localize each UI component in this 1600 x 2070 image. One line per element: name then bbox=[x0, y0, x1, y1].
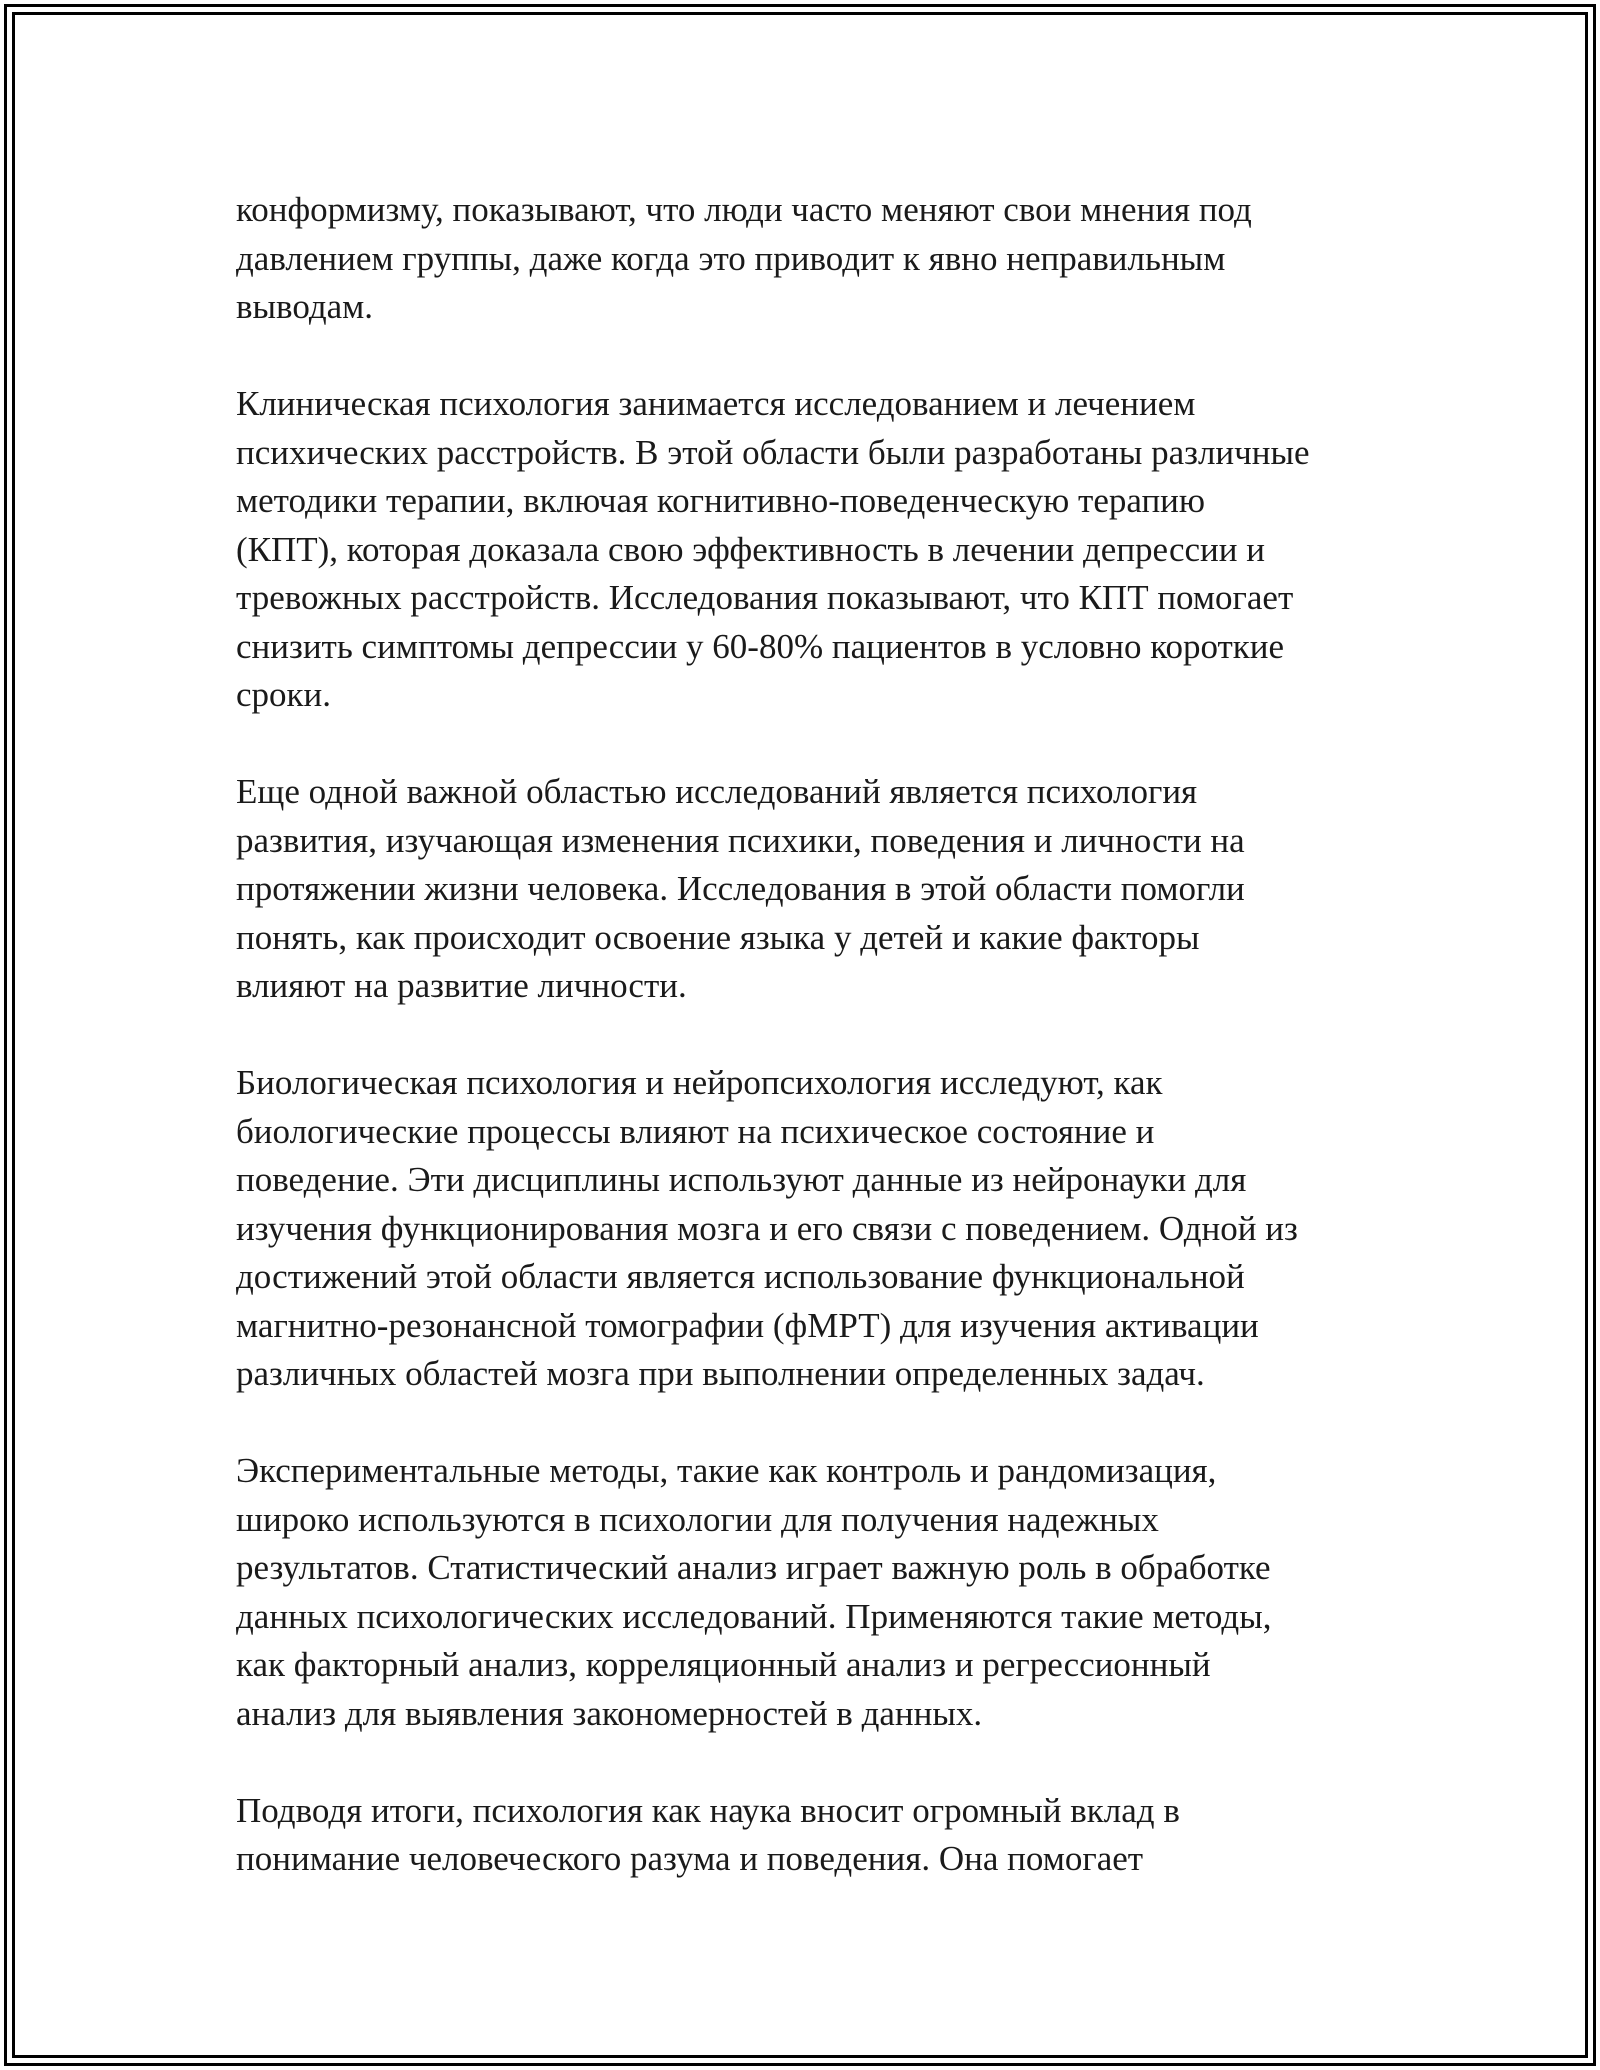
text-line: анализ для выявления закономерностей в данных. bbox=[236, 1693, 983, 1733]
text-line: широко используются в психологии для получения надежных bbox=[236, 1499, 1159, 1539]
text-line: развития, изучающая изменения психики, поведения и личности на bbox=[236, 820, 1245, 860]
paragraph-conformism bbox=[236, 186, 1396, 332]
text-line: Подводя итоги, психология как наука вносит огромный вклад в bbox=[236, 1790, 1180, 1830]
text-line: выводам. bbox=[236, 287, 374, 326]
text-line: методики терапии, включая когнитивно-поведенческую терапию bbox=[236, 481, 1206, 520]
text-line: конформизму, показывают, что люди часто меняют свои мнения под bbox=[236, 190, 1252, 229]
text-line: сроки. bbox=[236, 675, 332, 714]
text-line: магнитно-резонансной томографии (фМРТ) для изучения активации bbox=[236, 1305, 1259, 1345]
text-line: понять, как происходит освоение языка у детей и какие факторы bbox=[236, 917, 1200, 957]
text-line: Еще одной важной областью исследований является психология bbox=[236, 772, 1198, 811]
text-line: Клиническая психология занимается исследованием и лечением bbox=[236, 384, 1196, 423]
text-line: данных психологических исследований. Применяются такие методы, bbox=[236, 1596, 1272, 1636]
text-line: протяжении жизни человека. Исследования в этой области помогли bbox=[236, 869, 1245, 908]
text-line: снизить симптомы депрессии у 60-80% пациентов в условно короткие bbox=[236, 626, 1285, 666]
text-line: давлением группы, даже когда это приводит к явно неправильным bbox=[236, 238, 1226, 278]
paragraph-conclusion bbox=[236, 1787, 1396, 1884]
text-line: влияют на развитие личности. bbox=[236, 966, 687, 1005]
text-line: понимание человеческого разума и поведения. Она помогает bbox=[236, 1839, 1144, 1878]
text-line: тревожных расстройств. Исследования показывают, что КПТ помогает bbox=[236, 578, 1294, 617]
text-line: достижений этой области является использование функциональной bbox=[236, 1257, 1245, 1296]
paragraph-developmental-psychology bbox=[236, 768, 1396, 1011]
text-line: различных областей мозга при выполнении определенных задач. bbox=[236, 1354, 1205, 1393]
text-line: как факторный анализ, корреляционный анализ и регрессионный bbox=[236, 1645, 1211, 1684]
text-line: Экспериментальные методы, такие как контроль и рандомизация, bbox=[236, 1451, 1217, 1490]
text-line: (КПТ), которая доказала свою эффективность в лечении депрессии и bbox=[236, 529, 1265, 569]
text-line: психических расстройств. В этой области были разработаны различные bbox=[236, 432, 1310, 472]
paragraph-experimental-methods bbox=[236, 1447, 1396, 1738]
text-line: биологические процессы влияют на психическое состояние и bbox=[236, 1111, 1155, 1151]
text-line: изучения функционирования мозга и его связи с поведением. Одной из bbox=[236, 1208, 1298, 1248]
text-line: Биологическая психология и нейропсихология исследуют, как bbox=[236, 1063, 1163, 1102]
document-body bbox=[236, 186, 1396, 1932]
paragraph-clinical-psychology bbox=[236, 380, 1396, 720]
text-line: результатов. Статистический анализ играет важную роль в обработке bbox=[236, 1548, 1271, 1587]
paragraph-biological-psychology bbox=[236, 1059, 1396, 1399]
text-line: поведение. Эти дисциплины используют данные из нейронауки для bbox=[236, 1160, 1247, 1199]
